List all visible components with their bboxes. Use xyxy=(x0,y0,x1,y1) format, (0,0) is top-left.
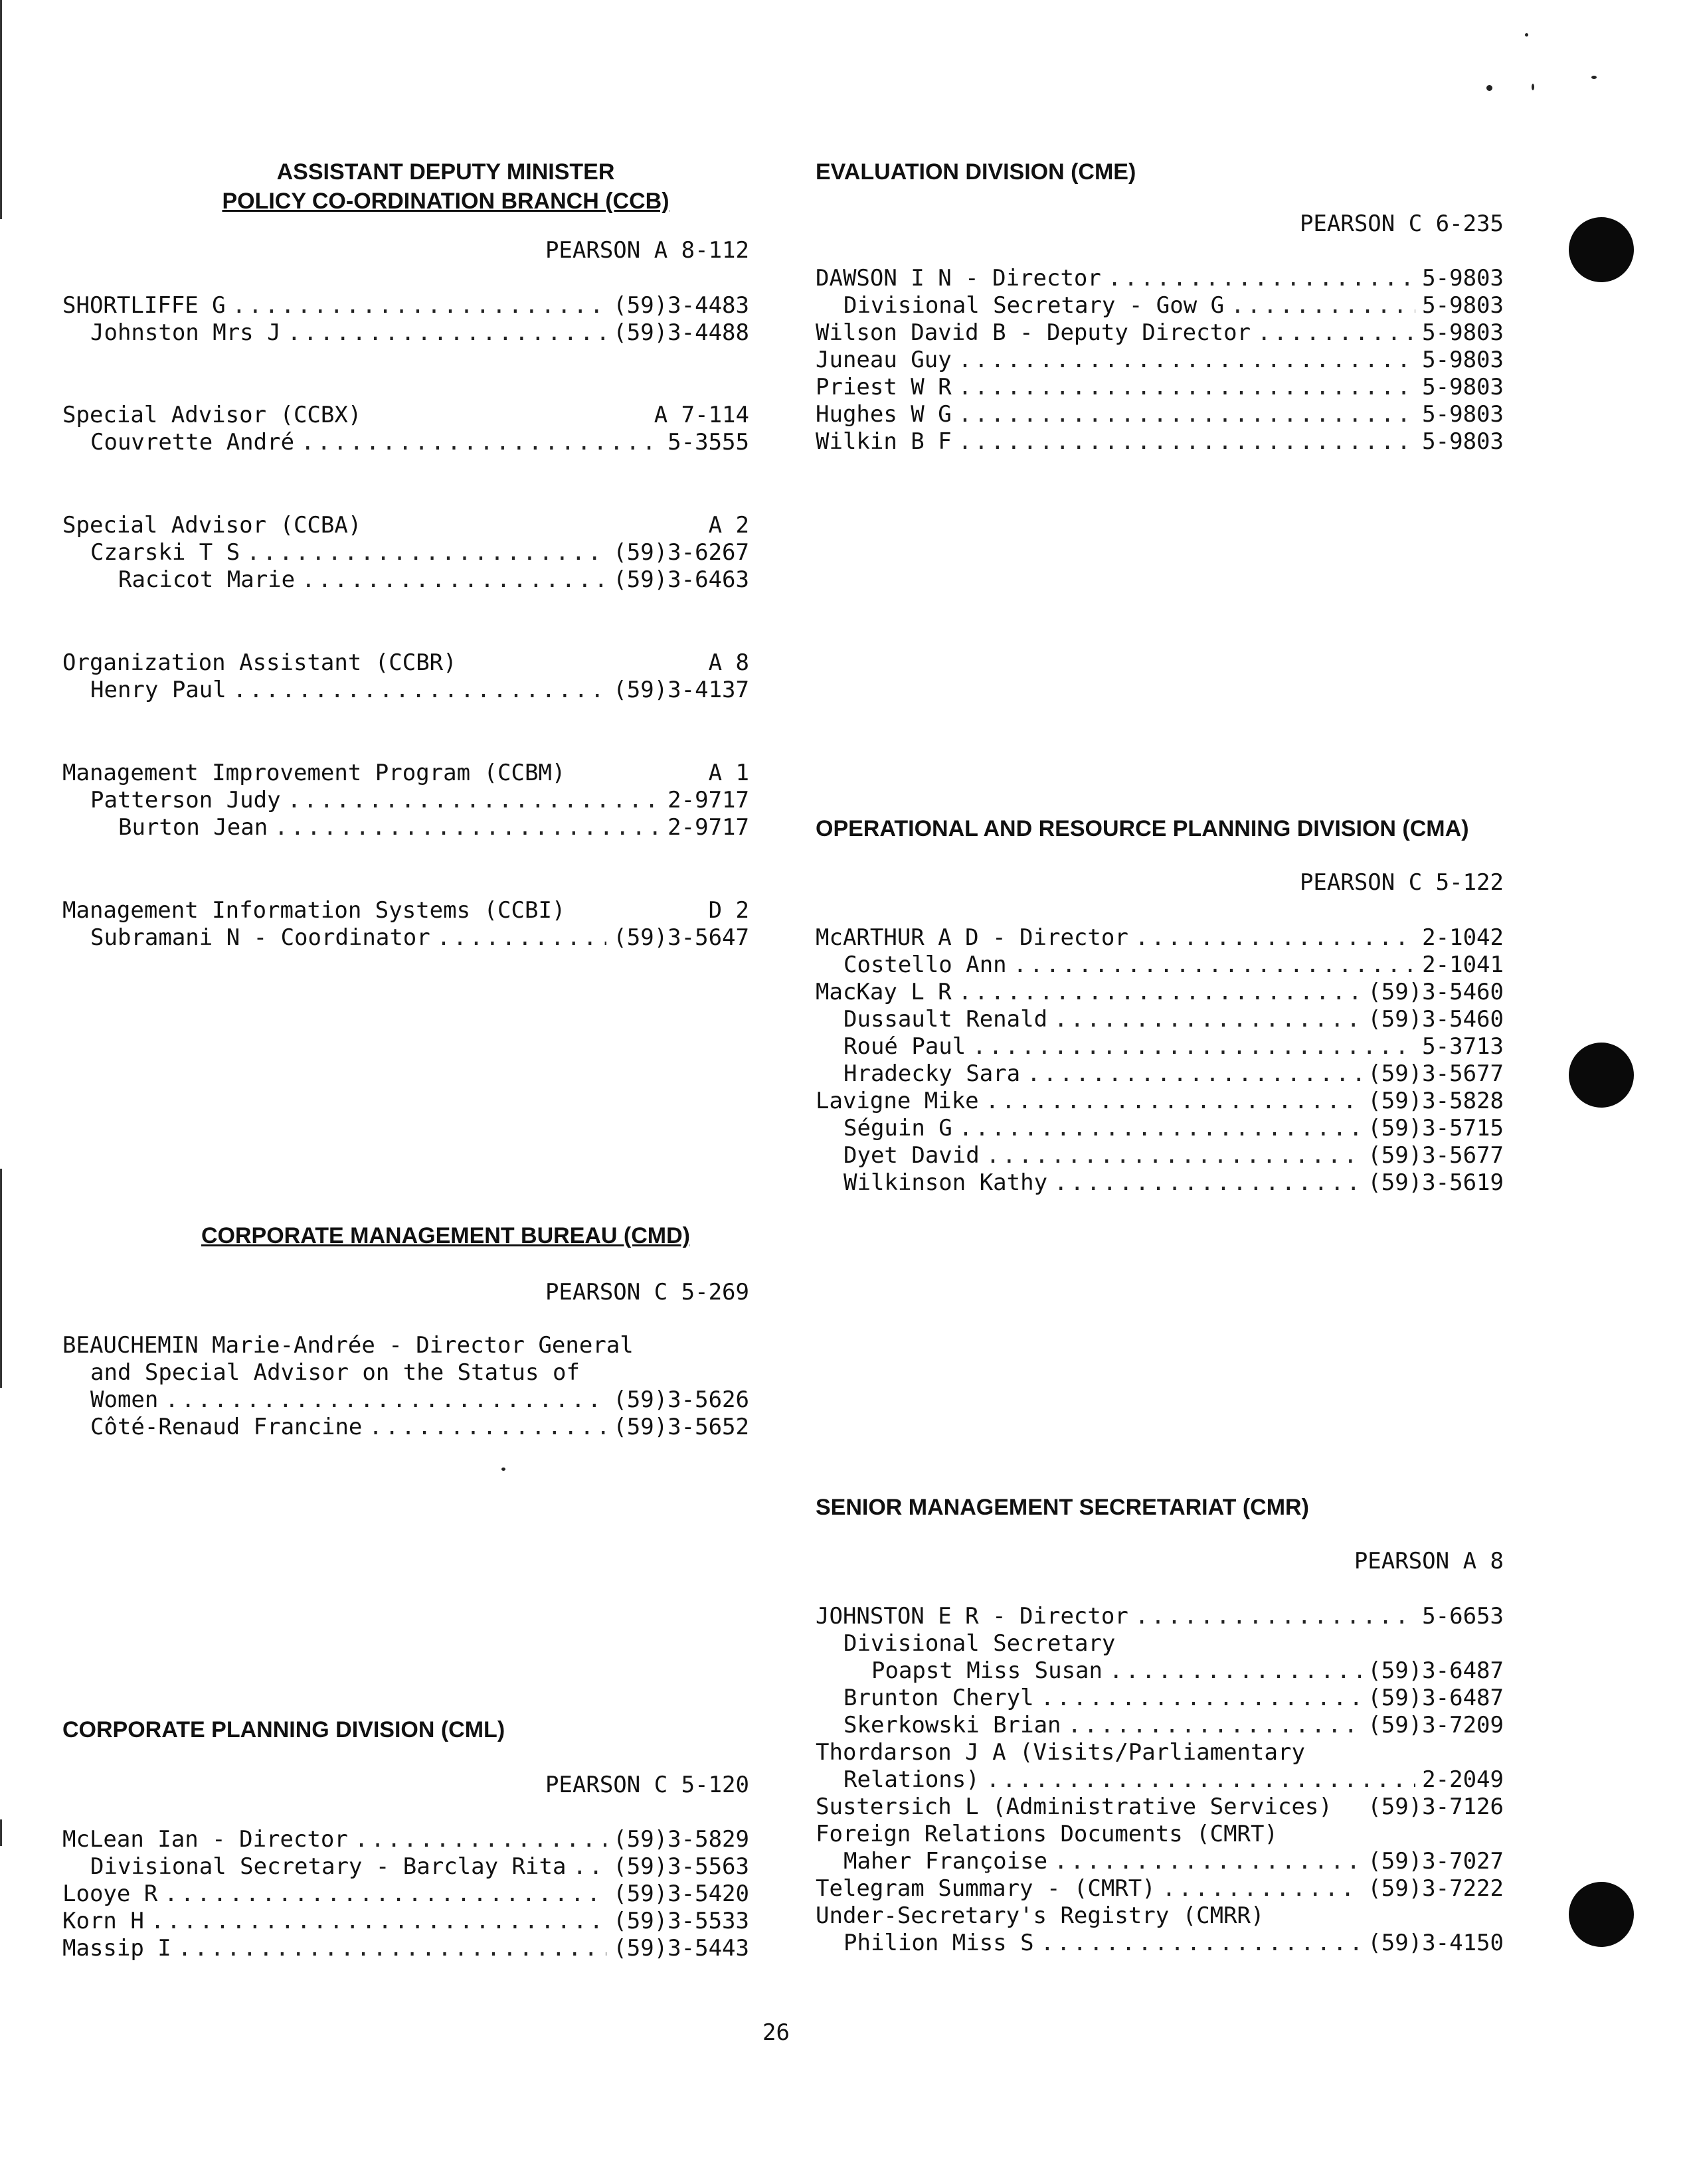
section-heading: ASSISTANT DEPUTY MINISTER xyxy=(276,159,615,185)
entry-phone: 2-1042 xyxy=(1422,924,1504,951)
directory-entry xyxy=(816,1630,1504,1657)
leader-dots xyxy=(1041,1930,1362,1957)
directory-entry xyxy=(816,1766,1504,1794)
leader-dots xyxy=(1109,1657,1361,1685)
entry-name: SHORTLIFFE G xyxy=(62,292,226,319)
entry-name: Czarski T S xyxy=(90,539,240,566)
entry-phone: 5-9803 xyxy=(1422,347,1504,373)
entry-phone: 5-9803 xyxy=(1422,401,1504,428)
directory-entry xyxy=(62,1386,749,1414)
leader-dots xyxy=(1027,1060,1361,1088)
section-heading: SENIOR MANAGEMENT SECRETARIAT (CMR) xyxy=(816,1495,1309,1520)
entry-name: Patterson Judy xyxy=(90,787,281,813)
directory-entry xyxy=(62,1414,749,1441)
directory-entry xyxy=(816,1115,1504,1142)
ccbr-block xyxy=(62,649,749,704)
leader-dots xyxy=(1162,1875,1362,1902)
entry-name: Subramani N - Coordinator xyxy=(90,924,430,951)
entry-phone: (59)3-7126 xyxy=(1368,1794,1504,1820)
entry-phone: 2-2049 xyxy=(1422,1766,1504,1793)
binder-hole xyxy=(1569,1882,1634,1947)
entry-name: Priest W R xyxy=(816,374,952,400)
entry-name: Divisional Secretary - Barclay Rita xyxy=(90,1853,567,1880)
directory-entry xyxy=(62,1935,749,1962)
ccbm-block xyxy=(62,760,749,841)
unit-title: Management Improvement Program (CCBM) xyxy=(62,760,566,786)
leader-dots xyxy=(288,787,662,814)
leader-dots xyxy=(1041,1685,1362,1712)
room-number: PEARSON A 8-112 xyxy=(545,237,749,264)
entry-phone: (59)3-6487 xyxy=(1368,1657,1504,1684)
directory-entry xyxy=(62,1332,749,1359)
directory-entry xyxy=(816,1169,1504,1197)
leader-dots xyxy=(1014,952,1416,979)
directory-entry xyxy=(816,374,1504,401)
leader-dots xyxy=(1231,292,1415,319)
leader-dots xyxy=(178,1935,607,1962)
cma-block xyxy=(816,814,1504,843)
directory-entry xyxy=(62,319,749,347)
entry-name: Telegram Summary - (CMRT) xyxy=(816,1875,1156,1902)
directory-entry xyxy=(62,539,749,566)
leader-dots xyxy=(959,1115,1362,1142)
entry-name: Dyet David xyxy=(843,1142,980,1169)
directory-entry xyxy=(816,401,1504,428)
entry-name: Thordarson J A (Visits/Parliamentary xyxy=(816,1739,1305,1766)
leader-dots xyxy=(958,979,1362,1006)
ccbx-block xyxy=(62,402,749,456)
entry-name: and Special Advisor on the Status of xyxy=(90,1359,580,1386)
entry-name: Women xyxy=(90,1386,159,1413)
entry-name: Hughes W G xyxy=(816,401,952,428)
room-label xyxy=(62,1772,749,1799)
entry-name: Couvrette André xyxy=(90,429,295,456)
directory-entry xyxy=(816,1006,1504,1033)
entry-name: Foreign Relations Documents (CMRT) xyxy=(816,1821,1278,1847)
room-label xyxy=(816,869,1504,896)
entry-phone: (59)3-6487 xyxy=(1368,1685,1504,1711)
leader-dots xyxy=(1135,1603,1415,1630)
leader-dots xyxy=(164,1881,606,1908)
entry-name: MacKay L R xyxy=(816,979,952,1005)
leader-dots xyxy=(232,292,607,319)
entry-name: McLean Ian - Director xyxy=(62,1826,348,1853)
entry-phone: (59)3-5828 xyxy=(1368,1088,1504,1114)
scan-edge-mark xyxy=(0,1819,2,1846)
adm-block xyxy=(62,157,749,216)
entry-name: Divisional Secretary xyxy=(843,1630,1116,1657)
room-label xyxy=(62,237,749,264)
directory-entry xyxy=(816,1875,1504,1902)
entry-list xyxy=(62,1332,749,1441)
entry-phone: (59)3-7222 xyxy=(1368,1875,1504,1902)
entry-name: DAWSON I N - Director xyxy=(816,265,1101,292)
scan-speck xyxy=(501,1468,505,1471)
entry-phone: (59)3-4483 xyxy=(613,292,749,319)
entry-name: Johnston Mrs J xyxy=(90,319,281,346)
entry-phone: (59)3-6267 xyxy=(613,539,749,566)
directory-entry xyxy=(62,1881,749,1908)
leader-dots xyxy=(958,428,1415,456)
room-number: PEARSON C 5-269 xyxy=(545,1279,749,1305)
directory-entry xyxy=(816,1712,1504,1739)
directory-entry xyxy=(816,428,1504,456)
entry-list xyxy=(816,924,1504,1197)
unit-title-row xyxy=(62,649,749,677)
entry-phone: 2-1041 xyxy=(1422,952,1504,978)
directory-entry xyxy=(816,1794,1504,1821)
entry-name: Skerkowski Brian xyxy=(843,1712,1061,1738)
entry-name: Divisional Secretary - Gow G xyxy=(843,292,1225,319)
entry-name: Looye R xyxy=(62,1881,158,1907)
entry-name: Lavigne Mike xyxy=(816,1088,979,1114)
entry-phone: 5-3713 xyxy=(1422,1033,1504,1060)
leader-dots xyxy=(958,347,1415,374)
entry-name: JOHNSTON E R - Director xyxy=(816,1603,1128,1630)
entry-phone: (59)3-6463 xyxy=(613,566,749,593)
entry-list xyxy=(816,265,1504,456)
section-heading: CORPORATE PLANNING DIVISION (CML) xyxy=(62,1717,505,1742)
entry-name: Wilson David B - Deputy Director xyxy=(816,319,1251,346)
room-number: PEARSON C 5-120 xyxy=(545,1772,749,1798)
leader-dots xyxy=(437,924,607,952)
room-number: PEARSON A 8 xyxy=(1354,1548,1504,1574)
directory-entry xyxy=(816,979,1504,1006)
leader-dots xyxy=(302,566,606,594)
leader-dots xyxy=(1068,1712,1362,1739)
leader-dots xyxy=(986,1088,1362,1115)
leader-dots xyxy=(1054,1848,1361,1875)
entry-name: Henry Paul xyxy=(90,677,226,703)
directory-entry xyxy=(62,292,749,319)
entry-name: Juneau Guy xyxy=(816,347,952,373)
binder-hole xyxy=(1569,1043,1634,1108)
directory-entry xyxy=(816,952,1504,979)
leader-dots xyxy=(246,539,606,566)
entry-name: Roué Paul xyxy=(843,1033,966,1060)
entry-name: Wilkin B F xyxy=(816,428,952,455)
entry-name: Korn H xyxy=(62,1908,144,1934)
directory-entry xyxy=(816,1821,1504,1848)
entry-name: BEAUCHEMIN Marie-Andrée - Director General xyxy=(62,1332,634,1359)
section-heading: CORPORATE MANAGEMENT BUREAU (CMD) xyxy=(201,1223,690,1248)
room-number: D 2 xyxy=(708,897,749,924)
room-label xyxy=(62,1279,749,1306)
entry-list xyxy=(816,1603,1504,1957)
entry-phone: 5-9803 xyxy=(1422,265,1504,292)
directory-entry xyxy=(62,566,749,594)
room-label xyxy=(816,210,1504,238)
entry-name: Costello Ann xyxy=(843,952,1007,978)
entry-phone: (59)3-5533 xyxy=(613,1908,749,1934)
leader-dots xyxy=(1135,924,1415,952)
room-number: PEARSON C 5-122 xyxy=(1299,869,1504,896)
leader-dots xyxy=(274,814,661,841)
section-heading: POLICY CO-ORDINATION BRANCH (CCB) xyxy=(222,189,669,214)
directory-entry xyxy=(816,1603,1504,1630)
directory-entry xyxy=(62,429,749,456)
binder-hole xyxy=(1569,217,1634,282)
room-number: PEARSON C 6-235 xyxy=(1299,210,1504,237)
unit-title: Organization Assistant (CCBR) xyxy=(62,649,457,676)
leader-dots xyxy=(369,1414,606,1441)
directory-entry xyxy=(816,347,1504,374)
directory-entry xyxy=(62,814,749,841)
entry-phone: (59)3-5460 xyxy=(1368,1006,1504,1033)
entry-phone: (59)3-4150 xyxy=(1368,1930,1504,1956)
entry-phone: (59)3-5420 xyxy=(613,1881,749,1907)
leader-dots xyxy=(1108,265,1415,292)
entry-name: Brunton Cheryl xyxy=(843,1685,1034,1711)
directory-entry xyxy=(816,265,1504,292)
entry-phone: (59)3-5647 xyxy=(613,924,749,951)
room-label xyxy=(816,1548,1504,1575)
entry-phone: (59)3-5715 xyxy=(1368,1115,1504,1141)
directory-entry xyxy=(62,787,749,814)
entry-phone: (59)3-7027 xyxy=(1368,1848,1504,1875)
directory-entry xyxy=(62,924,749,952)
directory-entry xyxy=(62,677,749,704)
leader-dots xyxy=(1257,319,1415,347)
ccba-block xyxy=(62,512,749,594)
entry-phone: (59)3-7209 xyxy=(1368,1712,1504,1738)
scan-speck xyxy=(1525,33,1528,37)
leader-dots xyxy=(958,401,1415,428)
leader-dots xyxy=(986,1142,1362,1169)
leader-dots xyxy=(355,1826,606,1853)
directory-entry xyxy=(62,1853,749,1881)
entry-name: Under-Secretary's Registry (CMRR) xyxy=(816,1902,1265,1929)
entry-list xyxy=(62,292,749,347)
entry-phone: (59)3-5563 xyxy=(613,1853,749,1880)
entry-phone: 5-9803 xyxy=(1422,428,1504,455)
scan-speck xyxy=(1486,85,1492,91)
entry-phone: 2-9717 xyxy=(667,814,749,841)
entry-name: Massip I xyxy=(62,1935,171,1962)
cmr-block xyxy=(816,1493,1504,1522)
entry-phone: (59)3-5652 xyxy=(613,1414,749,1440)
leader-dots xyxy=(958,374,1415,401)
entry-phone: 5-9803 xyxy=(1422,292,1504,319)
entry-phone: 5-9803 xyxy=(1422,319,1504,346)
directory-entry xyxy=(816,319,1504,347)
entry-phone: (59)3-5460 xyxy=(1368,979,1504,1005)
directory-entry xyxy=(62,1908,749,1935)
entry-phone: (59)3-5829 xyxy=(613,1826,749,1853)
directory-entry xyxy=(816,1033,1504,1060)
leader-dots xyxy=(301,429,661,456)
entry-name: Séguin G xyxy=(843,1115,952,1141)
section-heading: OPERATIONAL AND RESOURCE PLANNING DIVISION (CMA) xyxy=(816,816,1469,841)
entry-name: Burton Jean xyxy=(118,814,268,841)
entry-name: Côté-Renaud Francine xyxy=(90,1414,363,1440)
unit-title-row xyxy=(62,897,749,924)
leader-dots xyxy=(972,1033,1415,1060)
entry-phone: (59)3-5443 xyxy=(613,1935,749,1962)
scan-speck xyxy=(1591,76,1597,79)
leader-dots xyxy=(233,677,607,704)
directory-entry xyxy=(816,1739,1504,1766)
directory-entry xyxy=(816,292,1504,319)
room-number: A 2 xyxy=(708,512,749,539)
entry-phone: (59)3-4137 xyxy=(613,677,749,703)
entry-name: Hradecky Sara xyxy=(843,1060,1021,1087)
directory-entry xyxy=(816,1142,1504,1169)
leader-dots xyxy=(986,1766,1415,1794)
entry-phone: (59)3-5626 xyxy=(613,1386,749,1413)
entry-name: Dussault Renald xyxy=(843,1006,1048,1033)
entry-name: Maher Françoise xyxy=(843,1848,1048,1875)
entry-name: Wilkinson Kathy xyxy=(843,1169,1048,1196)
entry-name: Poapst Miss Susan xyxy=(871,1657,1103,1684)
entry-name: Sustersich L (Administrative Services) xyxy=(816,1794,1332,1820)
unit-title: Special Advisor (CCBA) xyxy=(62,512,362,539)
section-heading: EVALUATION DIVISION (CME) xyxy=(816,159,1136,185)
cmd-block xyxy=(62,1221,749,1250)
leader-dots xyxy=(1054,1006,1361,1033)
entry-phone: (59)3-5619 xyxy=(1368,1169,1504,1196)
directory-entry xyxy=(816,1657,1504,1685)
leader-dots xyxy=(151,1908,606,1935)
ccbi-block xyxy=(62,897,749,952)
entry-list xyxy=(62,1826,749,1962)
room-number: A 1 xyxy=(708,760,749,786)
entry-phone: (59)3-4488 xyxy=(613,319,749,346)
entry-phone: (59)3-5677 xyxy=(1368,1060,1504,1087)
unit-title-row xyxy=(62,760,749,787)
directory-entry xyxy=(816,924,1504,952)
entry-name: McARTHUR A D - Director xyxy=(816,924,1128,951)
directory-entry xyxy=(816,1685,1504,1712)
entry-phone: (59)3-5677 xyxy=(1368,1142,1504,1169)
page-number: 26 xyxy=(762,2019,790,2046)
leader-dots xyxy=(1054,1169,1361,1197)
unit-title-row xyxy=(62,512,749,539)
entry-name: Philion Miss S xyxy=(843,1930,1034,1956)
room-number: A 8 xyxy=(708,649,749,676)
entry-name: Racicot Marie xyxy=(118,566,296,593)
cme-block xyxy=(816,157,1504,187)
directory-entry xyxy=(816,1088,1504,1115)
directory-entry xyxy=(816,1902,1504,1930)
directory-entry xyxy=(816,1930,1504,1957)
room-number: A 7-114 xyxy=(654,402,749,428)
entry-name: Relations) xyxy=(843,1766,980,1793)
scan-edge-mark xyxy=(0,0,2,219)
unit-title-row xyxy=(62,402,749,429)
directory-entry xyxy=(816,1060,1504,1088)
entry-phone: 5-6653 xyxy=(1422,1603,1504,1630)
cml-block xyxy=(62,1715,749,1744)
leader-dots xyxy=(288,319,607,347)
entry-phone: 5-3555 xyxy=(667,429,749,456)
leader-dots xyxy=(165,1386,606,1414)
entry-phone: 2-9717 xyxy=(667,787,749,813)
directory-entry xyxy=(816,1848,1504,1875)
entry-phone: 5-9803 xyxy=(1422,374,1504,400)
leader-dots xyxy=(573,1853,606,1881)
directory-entry xyxy=(62,1359,749,1386)
unit-title: Special Advisor (CCBX) xyxy=(62,402,362,428)
scan-speck xyxy=(1532,84,1534,90)
directory-entry xyxy=(62,1826,749,1853)
scan-edge-mark xyxy=(0,1169,2,1388)
unit-title: Management Information Systems (CCBI) xyxy=(62,897,566,924)
